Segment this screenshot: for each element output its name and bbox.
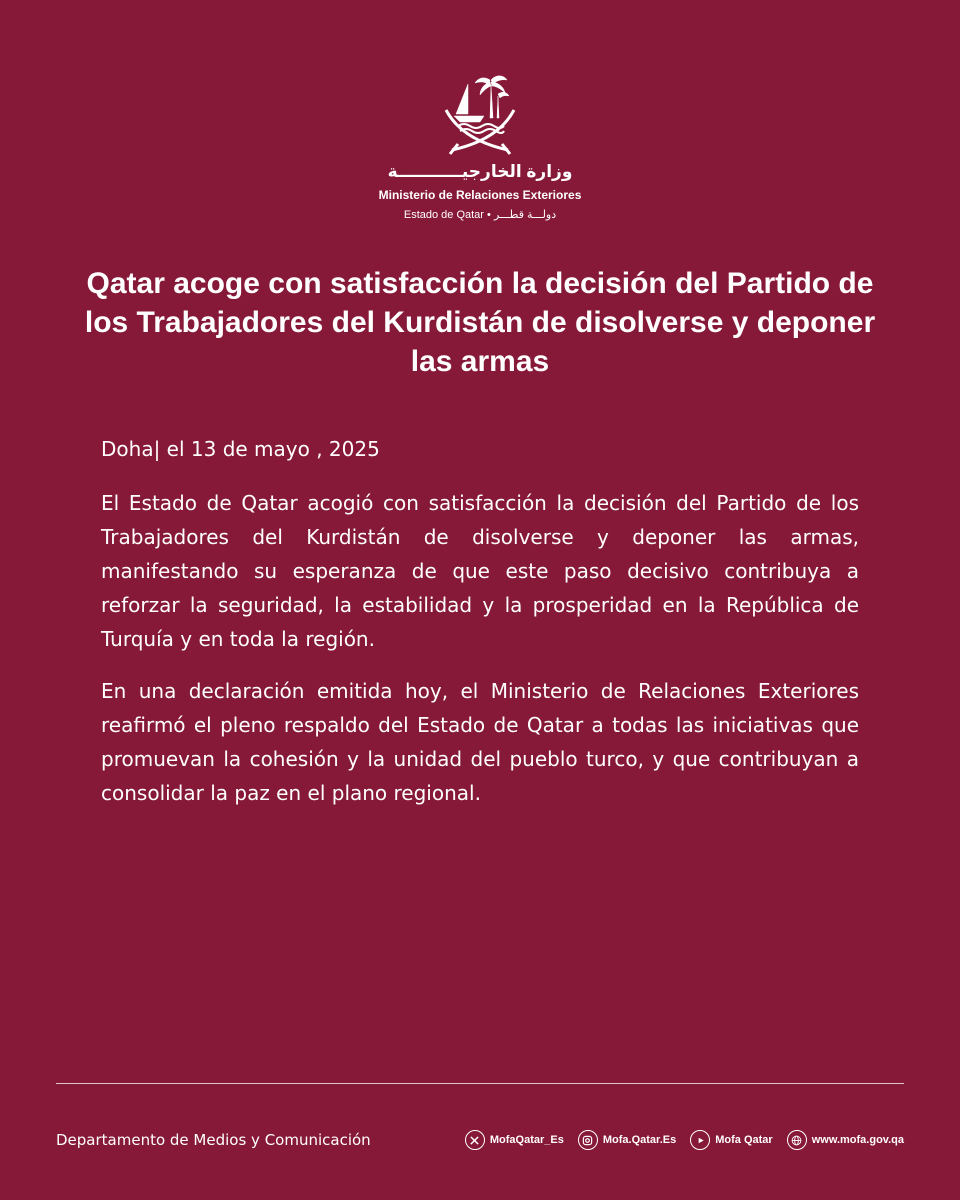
ministry-name: Ministerio de Relaciones Exteriores xyxy=(378,188,582,202)
footer xyxy=(56,1126,904,1154)
social-website-label: www.mofa.gov.qa xyxy=(811,1134,904,1146)
globe-icon xyxy=(787,1130,807,1150)
youtube-icon xyxy=(690,1130,710,1150)
footer-divider xyxy=(56,1083,904,1084)
article-paragraph-2: En una declaración emitida hoy, el Ministerio de Relaciones Exteriores reafirmó el pleno respaldo del Estado de Qatar a todas las iniciativas que promuevan la cohesión y la unidad del pueblo turco, y que contribuyan a consolidar la paz en el plano regional. xyxy=(101,679,859,805)
social-instagram-label: Mofa.Qatar.Es xyxy=(602,1134,677,1146)
article-dateline: Doha| el 13 de mayo , 2025 xyxy=(101,437,380,461)
social-instagram[interactable] xyxy=(578,1130,676,1150)
social-x-label: MofaQatar_Es xyxy=(489,1134,564,1146)
article-title: Qatar acoge con satisfacción la decisión del Partido de los Trabajadores del Kurdistán de disolverse y deponer las armas xyxy=(84,267,876,378)
social-youtube[interactable] xyxy=(690,1130,772,1150)
instagram-icon xyxy=(578,1130,598,1150)
social-youtube-label: Mofa Qatar xyxy=(715,1134,773,1146)
social-website[interactable] xyxy=(787,1130,904,1150)
article-paragraph-1: El Estado de Qatar acogió con satisfacción la decisión del Partido de los Trabajadores del Kurdistán de disolverse y deponer las armas, manifestando su esperanza de que este paso decisivo contribuya a reforzar la seguridad, la estabilidad y la prosperidad en la República de Turquía y en toda la región. xyxy=(101,491,859,651)
ministry-arabic-name: وزارة الخارجيـــــــــــة xyxy=(387,162,573,181)
ministry-header xyxy=(0,70,960,221)
article-body xyxy=(101,432,859,828)
x-icon xyxy=(465,1130,485,1150)
department-name: Departamento de Medios y Comunicación xyxy=(56,1131,371,1149)
social-links xyxy=(451,1130,904,1150)
state-name: Estado de Qatar • دولـــة قطـــر xyxy=(403,209,557,221)
social-x[interactable] xyxy=(465,1130,564,1150)
qatar-emblem-icon xyxy=(438,70,522,158)
